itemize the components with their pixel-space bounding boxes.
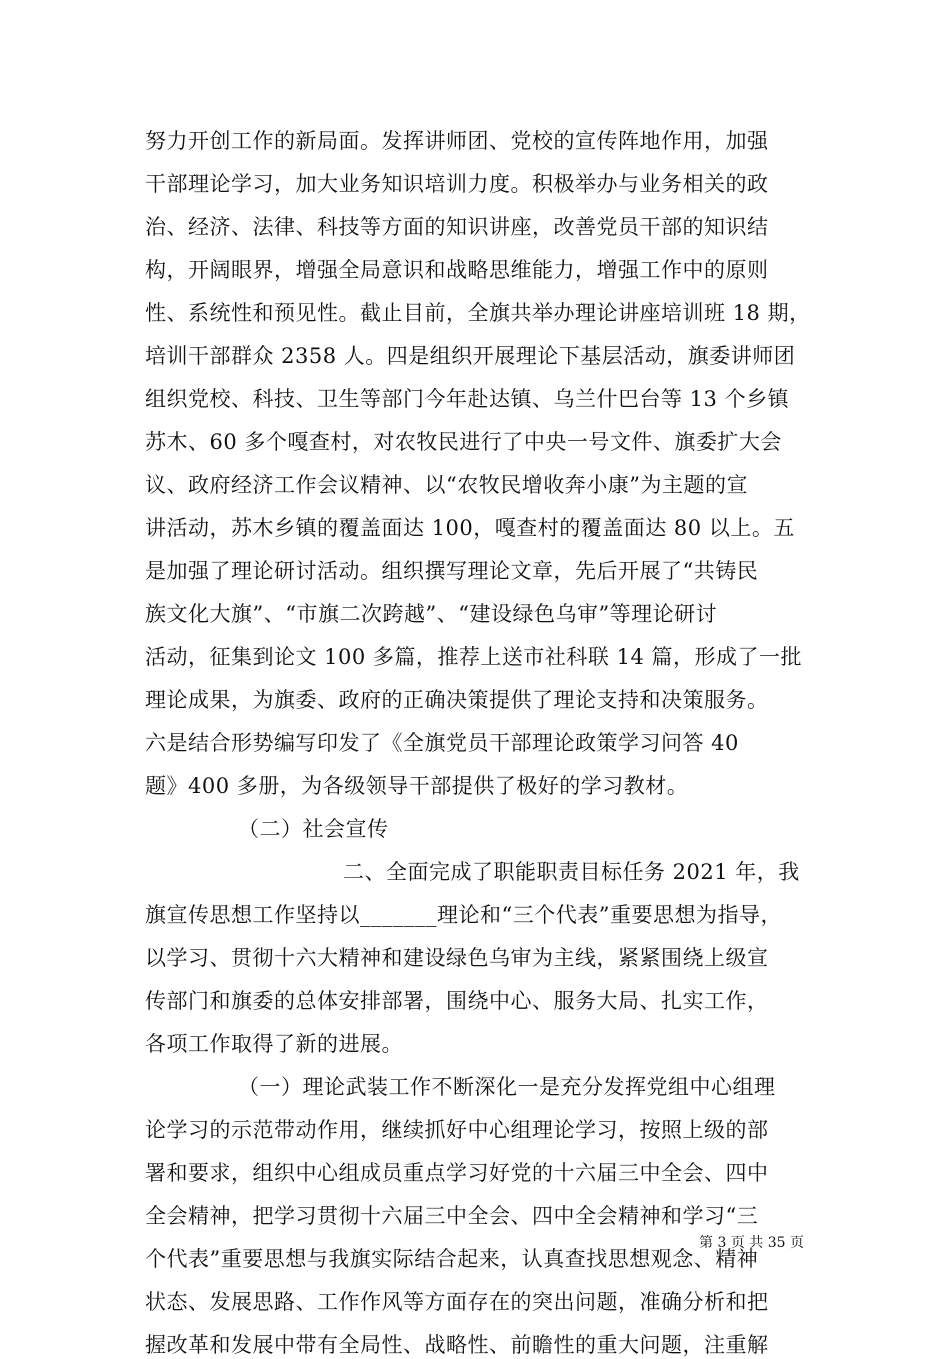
page-number-footer: 第 3 页 共 35 页 [699, 1235, 804, 1251]
body-line: 讲活动，苏木乡镇的覆盖面达 100，嘎查村的覆盖面达 80 以上。五 [145, 516, 795, 540]
body-line: 构，开阔眼界，增强全局意识和战略思维能力，增强工作中的原则 [145, 258, 769, 282]
body-line: 苏木、60 多个嘎查村，对农牧民进行了中央一号文件、旗委扩大会 [145, 430, 782, 454]
body-line: 论学习的示范带动作用，继续抓好中心组理论学习，按照上级的部 [145, 1118, 769, 1142]
paragraph-start-line: （一）理论武装工作不断深化一是充分发挥党组中心组理 [238, 1075, 776, 1099]
body-line: 治、经济、法律、科技等方面的知识讲座，改善党员干部的知识结 [145, 215, 769, 239]
body-line: 握改革和发展中带有全局性、战略性、前瞻性的重大问题，注重解 [145, 1333, 769, 1357]
section-heading: （二）社会宣传 [238, 817, 389, 841]
body-line: 是加强了理论研讨活动。组织撰写理论文章，先后开展了“共铸民 [145, 559, 759, 583]
body-line: 理论成果，为旗委、政府的正确决策提供了理论支持和决策服务。 [145, 688, 769, 712]
body-line: 全会精神，把学习贯彻十六届三中全会、四中全会精神和学习“三 [145, 1204, 759, 1228]
body-line: 性、系统性和预见性。截止目前，全旗共举办理论讲座培训班 18 期， [145, 301, 811, 325]
body-line: 旗宣传思想工作坚持以_______理论和“三个代表”重要思想为指导， [145, 903, 782, 927]
body-line: 活动，征集到论文 100 多篇，推荐上送市社科联 14 篇，形成了一批 [145, 645, 803, 669]
body-line: 署和要求，组织中心组成员重点学习好党的十六届三中全会、四中 [145, 1161, 769, 1185]
body-line: 个代表”重要思想与我旗实际结合起来，认真查找思想观念、精神 [145, 1247, 759, 1271]
body-line: 各项工作取得了新的进展。 [145, 1032, 403, 1056]
body-line: 以学习、贯彻十六大精神和建设绿色乌审为主线，紧紧围绕上级宣 [145, 946, 769, 970]
body-line: 议、政府经济工作会议精神、以“农牧民增收奔小康”为主题的宣 [145, 473, 748, 497]
body-line: 状态、发展思路、工作作风等方面存在的突出问题，准确分析和把 [145, 1290, 769, 1314]
body-line: 组织党校、科技、卫生等部门今年赴达镇、乌兰什巴台等 13 个乡镇 [145, 387, 790, 411]
body-line: 族文化大旗”、“市旗二次跨越”、“建设绿色乌审”等理论研讨 [145, 602, 718, 626]
paragraph-start-line: 二、全面完成了职能职责目标任务 2021 年，我 [343, 860, 800, 884]
body-line: 干部理论学习，加大业务知识培训力度。积极举办与业务相关的政 [145, 172, 769, 196]
body-line: 传部门和旗委的总体安排部署，围绕中心、服务大局、扎实工作， [145, 989, 769, 1013]
body-line: 培训干部群众 2358 人。四是组织开展理论下基层活动，旗委讲师团 [145, 344, 796, 368]
body-line: 努力开创工作的新局面。发挥讲师团、党校的宣传阵地作用，加强 [145, 129, 769, 153]
body-line: 题》400 多册，为各级领导干部提供了极好的学习教材。 [145, 774, 689, 798]
body-line: 六是结合形势编写印发了《全旗党员干部理论政策学习问答 40 [145, 731, 739, 755]
